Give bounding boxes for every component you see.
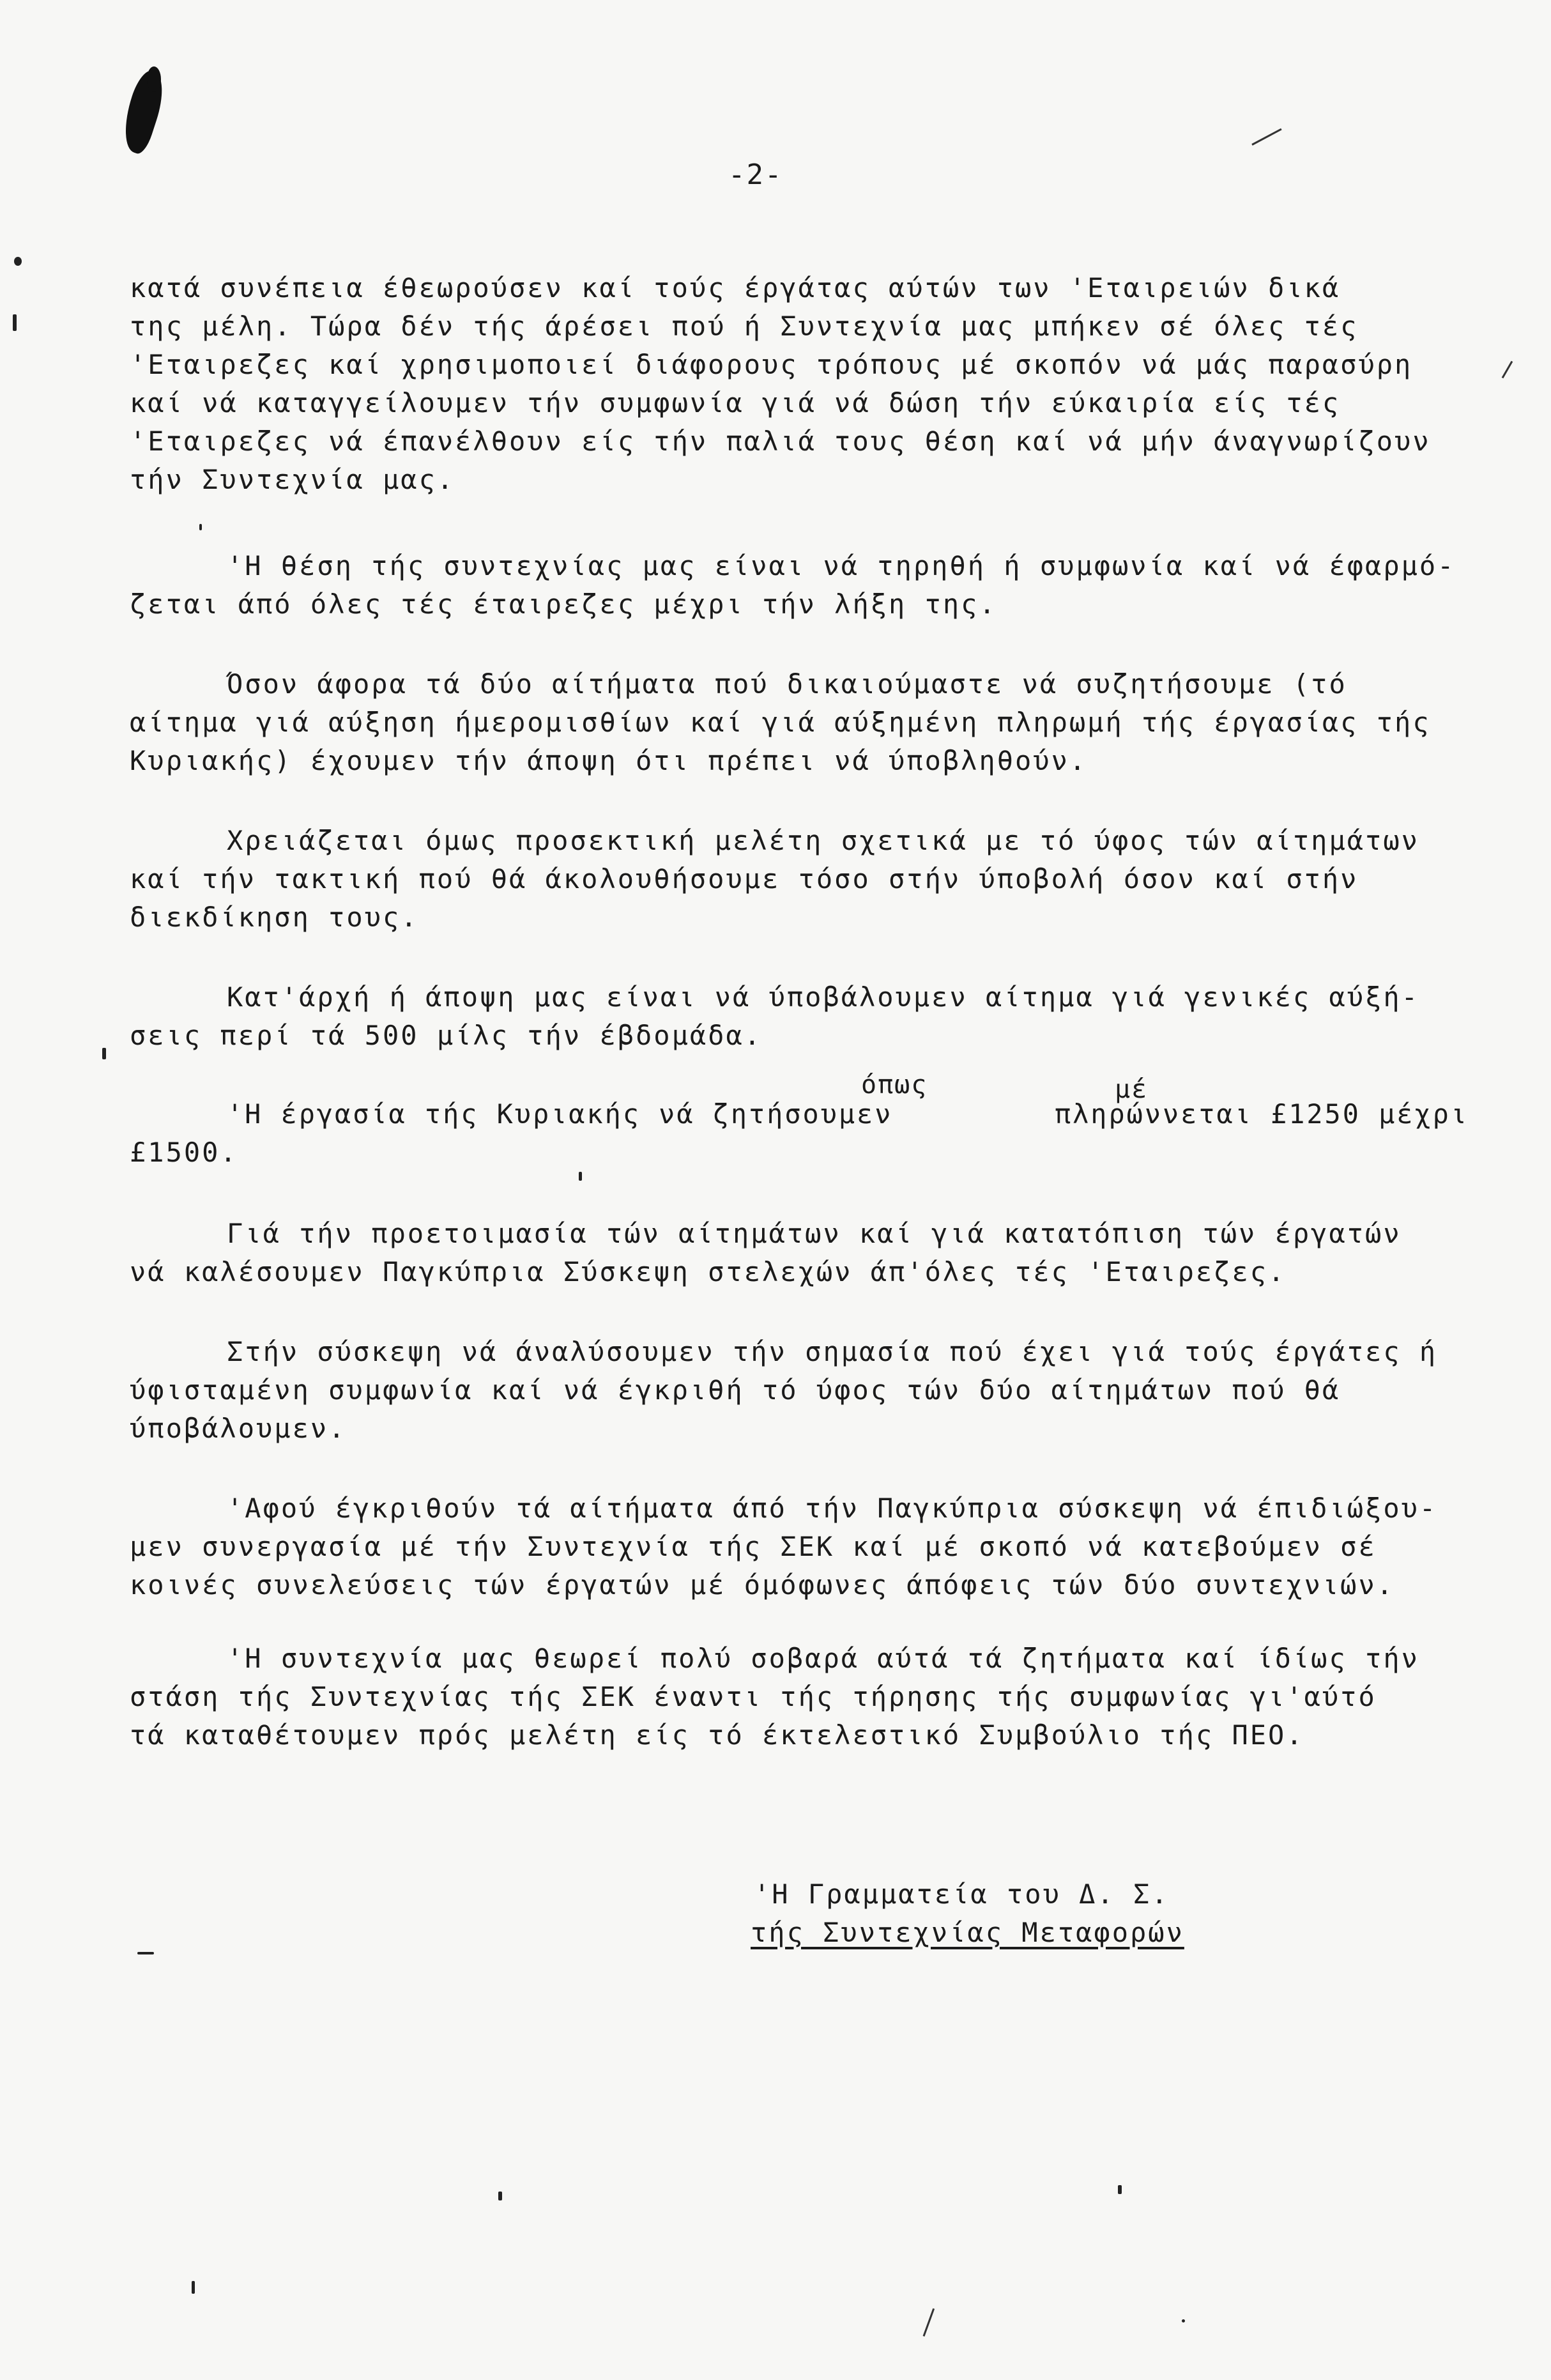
text-line: £1500. <box>130 1137 238 1168</box>
text-line: Όσον άφορα τά δύο αίτήματα πού δικαιούμαστε νά συζητήσουμε (τό <box>227 668 1347 700</box>
scan-mark <box>1251 128 1281 146</box>
text-line: 'Η συντεχνία μας θεωρεί πολύ σοβαρά αύτά τά ζητήματα καί ίδίως τήν <box>227 1643 1419 1674</box>
text-line: Κατ'άρχή ή άποψη μας είναι νά ύποβάλουμεν αίτημα γιά γενικές αύξή- <box>227 981 1419 1013</box>
text-line: της μέλη. Τώρα δέν τής άρέσει πού ή Συντεχνία μας μπήκεν σέ όλες τές <box>130 311 1359 342</box>
text-line: 'Εταιρεζες καί χρησιμοποιεί διάφορους τρόπους μέ σκοπόν νά μάς παρασύρη <box>130 349 1413 380</box>
scan-speck <box>199 524 202 530</box>
text-line: ύποβάλουμεν. <box>130 1413 347 1444</box>
text-line: νά καλέσουμεν Παγκύπρια Σύσκεψη στελεχών άπ'όλες τές 'Εταιρεζες. <box>130 1256 1287 1287</box>
text-line: Χρειάζεται όμως προσεκτική μελέτη σχετικά με τό ύφος τών αίτημάτων <box>227 825 1419 856</box>
text-line: καί τήν τακτική πού θά άκολουθήσουμε τόσο στήν ύποβολή όσον καί στήν <box>130 863 1359 894</box>
text-line: κατά συνέπεια έθεωρούσεν καί τούς έργάτας αύτών των 'Εταιρειών δικά <box>130 272 1341 303</box>
scan-speck <box>13 314 17 331</box>
text-line: αίτημα γιά αύξηση ήμερομισθίων καί γιά αύξημένη πληρωμή τής έργασίας τής <box>130 707 1431 738</box>
text-line: ύφισταμένη συμφωνία καί νά έγκριθή τό ύφος τών δύο αίτημάτων πού θά <box>130 1374 1341 1406</box>
text-line: 'Αφού έγκριθούν τά αίτήματα άπό τήν Παγκύπρια σύσκεψη νά έπιδιώξου- <box>227 1493 1438 1524</box>
inserted-word: όπως <box>861 1070 928 1100</box>
scan-speck <box>498 2192 502 2200</box>
text-line: σεις περί τά 500 μίλς τήν έβδομάδα. <box>130 1020 763 1051</box>
text-line: διεκδίκηση τους. <box>130 902 419 933</box>
text-line: ζεται άπό όλες τές έταιρεζες μέχρι τήν λήξη της. <box>130 588 997 620</box>
text-line: τήν Συντεχνία μας. <box>130 464 455 495</box>
text-line: Στήν σύσκεψη νά άναλύσουμεν τήν σημασία πού έχει γιά τούς έργάτες ή <box>227 1336 1438 1367</box>
ink-blot <box>116 68 171 156</box>
scan-speck <box>192 2281 195 2294</box>
signature-line: τής Συντεχνίας Μεταφορών <box>751 1917 1184 1948</box>
scan-speck <box>1118 2185 1122 2194</box>
text-line: τά καταθέτουμεν πρός μελέτη είς τό έκτελεστικό Συμβούλιο τής ΠΕΟ. <box>130 1719 1304 1751</box>
text-line: 'Η θέση τής συντεχνίας μας είναι νά τηρηθή ή συμφωνία καί νά έφαρμό- <box>227 550 1456 581</box>
ink-blot <box>147 66 161 92</box>
scan-speck <box>102 1048 106 1059</box>
scan-speck <box>1182 2319 1185 2322</box>
text-line: κοινές συνελεύσεις τών έργατών μέ όμόφωνες άπόφεις τών δύο συντεχνιών. <box>130 1569 1395 1601</box>
text-line: Κυριακής) έχουμεν τήν άποψη ότι πρέπει νά ύποβληθούν. <box>130 745 1088 776</box>
page-number: -2- <box>728 158 783 191</box>
scan-speck <box>14 257 22 266</box>
text-line: καί νά καταγγείλουμεν τήν συμφωνία γιά νά δώση τήν εύκαιρία είς τές <box>130 387 1341 418</box>
text-line: 'Εταιρεζες νά έπανέλθουν είς τήν παλιά τους θέση καί νά μήν άναγνωρίζουν <box>130 426 1431 457</box>
text-line: στάση τής Συντεχνίας τής ΣΕΚ έναντι τής τήρησης τής συμφωνίας γι'αύτό <box>130 1681 1377 1712</box>
text-line: μεν συνεργασία μέ τήν Συντεχνία τής ΣΕΚ καί μέ σκοπό νά κατεβούμεν σέ <box>130 1531 1377 1562</box>
inserted-word: μέ <box>1115 1075 1149 1104</box>
text-line: 'Η έργασία τής Κυριακής νά ζητήσουμεν πληρώννεται £1250 μέχρι <box>227 1098 1469 1130</box>
signature-line: 'Η Γραμματεία του Δ. Σ. <box>754 1878 1170 1910</box>
scan-mark <box>923 2308 935 2337</box>
scan-speck <box>579 1172 582 1181</box>
text-line: Γιά τήν προετοιμασία τών αίτημάτων καί γιά κατατόπιση τών έργατών <box>227 1218 1402 1249</box>
scan-mark <box>1502 361 1513 378</box>
scan-speck <box>137 1952 154 1954</box>
